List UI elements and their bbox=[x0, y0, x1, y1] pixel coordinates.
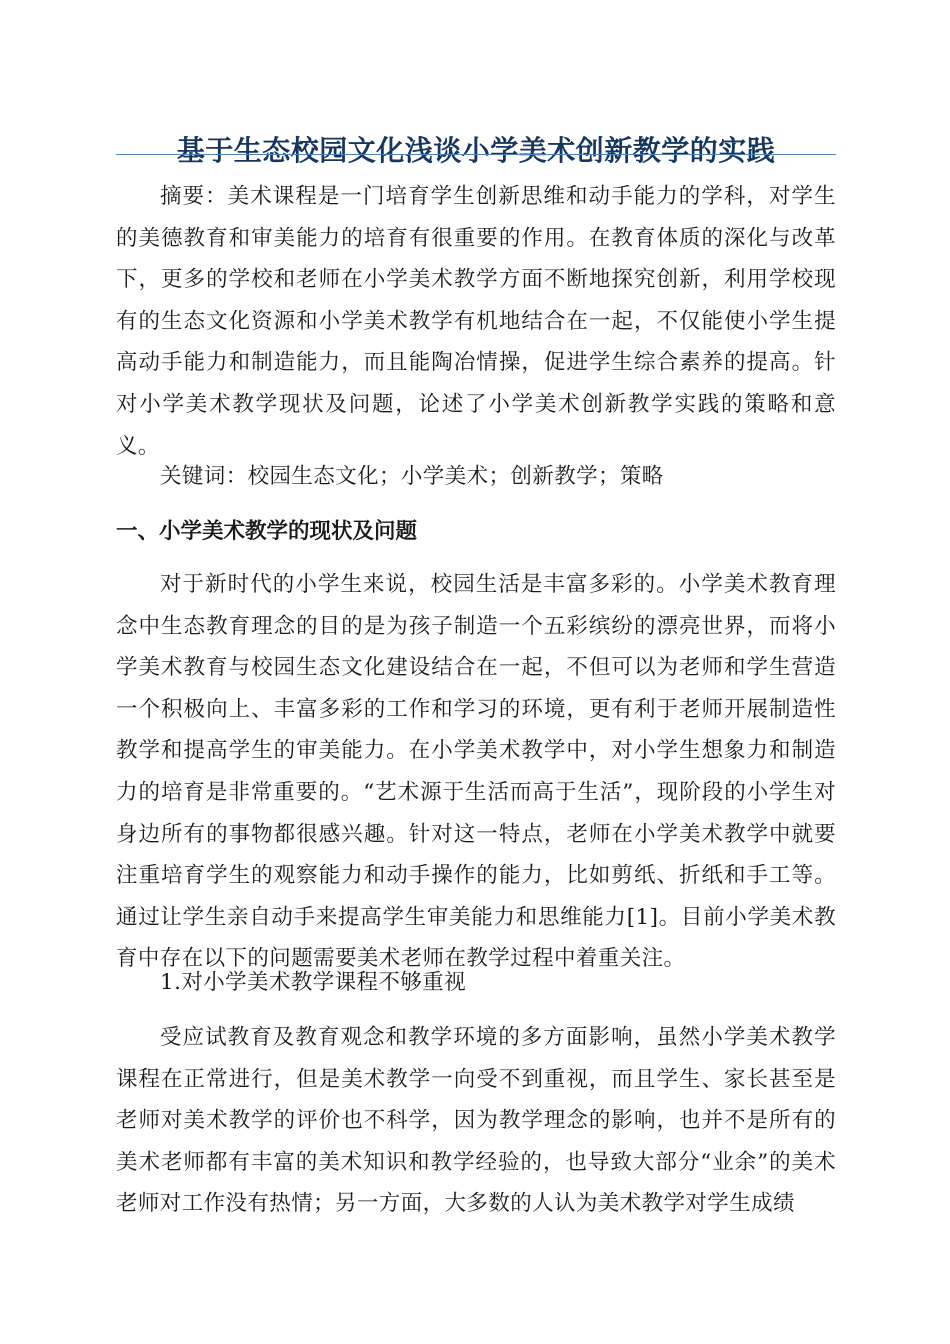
document-title: 基于生态校园文化浅谈小学美术创新教学的实践 bbox=[176, 133, 776, 167]
subsection-1-paragraph: 受应试教育及教育观念和教学环境的多方面影响，虽然小学美术教学课程在正常进行，但是美术教学一向受不到重视，而且学生、家长甚至是老师对美术教学的评价也不科学，因为教学理念的影响，也并不是所有的美术老师都有丰富的美术知识和教学经验的，也导致大部分“业余”的美术老师对工作没有热情；另一方面，大多数的人认为美术教学对学生成绩 bbox=[116, 1025, 836, 1217]
subsection-heading-1: 1.对小学美术教学课程不够重视 bbox=[160, 970, 467, 995]
section-heading-1: 一、小学美术教学的现状及问题 bbox=[116, 519, 418, 544]
keywords-line: 关键词：校园生态文化；小学美术；创新教学；策略 bbox=[160, 464, 664, 489]
section-1-paragraph: 对于新时代的小学生来说，校园生活是丰富多彩的。小学美术教育理念中生态教育理念的目的是为孩子制造一个五彩缤纷的漂亮世界，而将小学美术教育与校园生态文化建设结合在一起，不但可以为老师和学生营造一个积极向上、丰富多彩的工作和学习的环境，更有利于老师开展制造性教学和提高学生的审美能力。在小学美术教学中，对小学生想象力和制造力的培育是非常重要的。“艺术源于生活而高于生活”，现阶段的小学生对身边所有的事物都很感兴趣。针对这一特点，老师在小学美术教学中就要注重培育学生的观察能力和动手操作的能力，比如剪纸、折纸和手工等。通过让学生亲自动手来提高学生审美能力和思维能力[1]。目前小学美术教育中存在以下的问题需要美术老师在教学过程中着重关注。 bbox=[116, 572, 836, 972]
title-underline bbox=[116, 154, 836, 155]
abstract-paragraph: 摘要：美术课程是一门培育学生创新思维和动手能力的学科，对学生的美德教育和审美能力的培育有很重要的作用。在教育体质的深化与改革下，更多的学校和老师在小学美术教学方面不断地探究创新，利用学校现有的生态文化资源和小学美术教学有机地结合在一起，不仅能使小学生提高动手能力和制造能力，而且能陶冶情操，促进学生综合素养的提高。针对小学美术教学现状及问题，论述了小学美术创新教学实践的策略和意义。 bbox=[116, 184, 836, 459]
